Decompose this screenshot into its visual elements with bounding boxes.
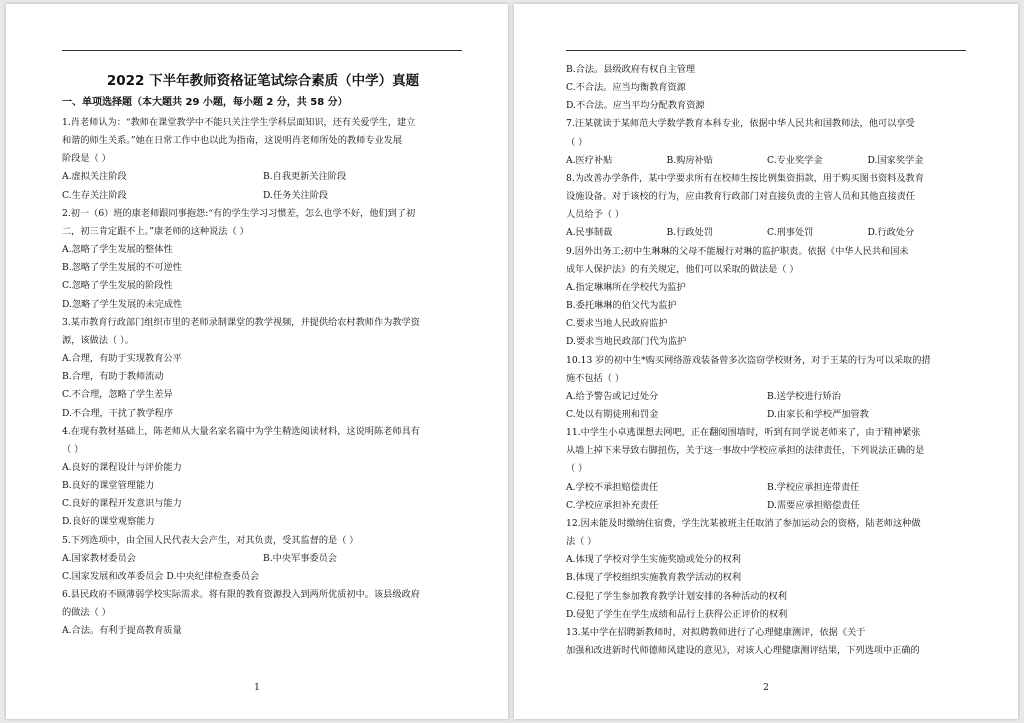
option: A.体现了学校对学生实施奖励或处分的权利 xyxy=(566,554,741,566)
option: A.虚拟关注阶段 xyxy=(62,171,127,183)
option: C.要求当地人民政府监护 xyxy=(566,318,668,330)
question-10-line: 10.13 岁的初中生*购买网络游戏装备曾多次盗窃学校财务，对于王某的行为可以采取的措 xyxy=(566,354,931,366)
option: A.合法。有利于提高教育质量 xyxy=(62,625,182,637)
section-heading: 一、单项选择题（本大题共 29 小题，每小题 2 分，共 58 分） xyxy=(62,97,348,108)
question-5-line: 5.下列选项中，由全国人民代表大会产生，对其负责，受其监督的是（ ） xyxy=(62,534,359,546)
option: C.专业奖学金 xyxy=(767,154,823,166)
question-8-line: 8.为改善办学条件，某中学要求所有在校师生按比例集资捐款，用于购买图书资料及教育 xyxy=(566,172,924,184)
question-7-line: 7.汪某就读于某师范大学数学教育本科专业，依据中华人民共和国教师法，他可以享受 xyxy=(566,118,915,130)
option: A.指定琳琳所在学校代为监护 xyxy=(566,281,686,293)
option: D.要求当地民政部门代为监护 xyxy=(566,336,687,348)
option: B.合法。县级政府有权自主管理 xyxy=(566,64,696,75)
option: C.生存关注阶段 xyxy=(62,189,127,201)
option: A.医疗补贴 xyxy=(566,154,613,166)
question-1-options xyxy=(62,187,464,205)
question-8-line: 设施设备。对于该校的行为，应由教育行政部门对直接负责的主管人员和其他直接责任 xyxy=(566,191,916,203)
question-11-line: （ ） xyxy=(566,463,588,475)
option: C.忽略了学生发展的阶段性 xyxy=(62,280,173,292)
question-8-options xyxy=(566,224,968,242)
option: D.中央纪律检查委员会 xyxy=(166,570,260,582)
question-5-options xyxy=(62,568,464,586)
page-number: 1 xyxy=(254,683,260,693)
question-6-line: 6.县民政府不顾薄弱学校实际需求。将有限的教育资源投入到两所优质初中。该县级政府 xyxy=(62,589,420,601)
page-1-content xyxy=(62,60,464,641)
question-1-line: 和谐的师生关系。”她在日常工作中也以此为指南，这说明肖老师所处的教师专业发展 xyxy=(62,135,403,147)
option: C.不合理，忽略了学生差异 xyxy=(62,389,173,401)
question-2-line: 2.初一（6）班的康老师跟同事抱怨:“有的学生学习习惯差，怎么也学不好，他们到了初 xyxy=(62,207,416,219)
option: A.学校不承担赔偿责任 xyxy=(566,481,659,493)
question-10-options xyxy=(566,388,968,406)
question-4-line: 4.在现有教材基础上，陈老师从大量名家名篇中为学生精选阅读材料，这说明陈老师具有 xyxy=(62,425,420,437)
header-rule xyxy=(566,50,966,51)
question-11-line: 11.中学生小卓逃课想去网吧，正在翻阅围墙时，听到有同学说老师来了，由于精神紧张 xyxy=(566,427,921,439)
option: A.给予警告或记过处分 xyxy=(566,390,659,402)
option: D.需要应承担赔偿责任 xyxy=(767,499,860,511)
option: A.民事制裁 xyxy=(566,227,613,239)
option: D.良好的课堂观察能力 xyxy=(62,516,155,528)
question-1-options xyxy=(62,168,464,186)
option: C.不合法。应当均衡教育资源 xyxy=(566,82,686,94)
option: B.忽略了学生发展的不可逆性 xyxy=(62,262,182,274)
option: B.中央军事委员会 xyxy=(263,552,337,564)
question-13-line: 加强和改进新时代师德师风建设的意见》，对该人心理健康测评结果，下列选项中正确的 xyxy=(566,645,920,656)
question-6-line: 的做法（ ） xyxy=(62,607,111,619)
question-2-line: 二，初三肯定跟不上。”康老师的这种说法（ ） xyxy=(62,225,249,237)
option: B.良好的课堂管理能力 xyxy=(62,480,155,492)
question-1-line: 1.肖老师认为：“教师在课堂教学中不能只关注学生学科层面知识，还有关爱学生，建立 xyxy=(62,117,416,128)
option: B.购房补贴 xyxy=(666,154,713,166)
option: D.不合理，干扰了教学程序 xyxy=(62,407,174,419)
option: D.由家长和学校严加管教 xyxy=(767,408,869,420)
question-9-line: 成年人保护法》的有关规定，他们可以采取的做法是（ ） xyxy=(566,263,799,275)
question-8-line: 人员给予（ ） xyxy=(566,209,625,221)
option: B.自我更新关注阶段 xyxy=(263,171,347,183)
option: A.国家教材委员会 xyxy=(62,552,136,564)
option: D.行政处分 xyxy=(867,227,915,239)
question-7-line: （ ） xyxy=(566,136,588,148)
option: C.侵犯了学生参加教育教学计划安排的各种活动的权利 xyxy=(566,590,787,602)
option: C.国家发展和改革委员会 xyxy=(62,570,164,582)
document-page-2 xyxy=(514,4,1018,719)
question-12-line: 12.因未能及时缴纳住宿费，学生沈某被班主任取消了参加运动会的资格，陆老师这种做 xyxy=(566,517,921,529)
question-10-line: 施不包括（ ） xyxy=(566,372,625,384)
option: D.侵犯了学生在学生成绩和品行上获得公正评价的权利 xyxy=(566,608,788,620)
option: D.不合法。应当平均分配教育资源 xyxy=(566,100,705,112)
question-12-line: 法（ ） xyxy=(566,536,597,548)
option: C.良好的课程开发意识与能力 xyxy=(62,498,182,510)
question-13-line: 13.某中学在招聘新教师时，对拟聘教师进行了心理健康测评，依据《关于 xyxy=(566,626,866,638)
option: B.合理，有助于教师流动 xyxy=(62,371,164,383)
header-rule xyxy=(62,50,462,51)
option: C.刑事处罚 xyxy=(767,227,814,239)
option: D.任务关注阶段 xyxy=(263,189,329,201)
option: D.国家奖学金 xyxy=(867,154,924,166)
question-11-options xyxy=(566,497,968,515)
option: B.委托琳琳的伯父代为监护 xyxy=(566,300,677,312)
option: C.学校应承担补充责任 xyxy=(566,499,659,511)
question-3-line: 源，该做法（ ）。 xyxy=(62,334,134,346)
option: A.忽略了学生发展的整体性 xyxy=(62,244,173,256)
option: B.学校应承担连带责任 xyxy=(767,481,860,493)
page-number: 2 xyxy=(763,683,769,693)
option: B.送学校进行矫治 xyxy=(767,390,841,402)
document-page-1 xyxy=(6,4,508,719)
option: A.良好的课程设计与评价能力 xyxy=(62,461,182,473)
option: B.体现了学校组织实施教育教学活动的权利 xyxy=(566,572,742,584)
question-7-options xyxy=(566,152,968,170)
option: A.合理，有助于实现教育公平 xyxy=(62,353,182,365)
document-title: 2022 下半年教师资格证笔试综合素质（中学）真题 xyxy=(106,73,420,89)
question-5-options xyxy=(62,550,464,568)
question-9-line: 9.因外出务工;初中生琳琳的父母不能履行对琳的监护职责。依据《中华人民共和国未 xyxy=(566,245,909,257)
option: C.处以有期徒刑和罚金 xyxy=(566,408,659,420)
question-1-line: 阶段是（ ） xyxy=(62,153,111,165)
question-11-line: 从墙上掉下来导致右脚扭伤，关于这一事故中学校应承担的法律责任，下列说法正确的是 xyxy=(566,445,925,457)
page-2-content xyxy=(566,61,968,660)
question-3-line: 3.某市教育行政部门组织市里的老师录制课堂的教学视频，并提供给农村教师作为教学资 xyxy=(62,316,420,328)
option: D.忽略了学生发展的未完成性 xyxy=(62,298,183,310)
question-10-options xyxy=(566,406,968,424)
option: B.行政处罚 xyxy=(666,227,713,239)
question-4-line: （ ） xyxy=(62,443,84,455)
question-11-options xyxy=(566,479,968,497)
